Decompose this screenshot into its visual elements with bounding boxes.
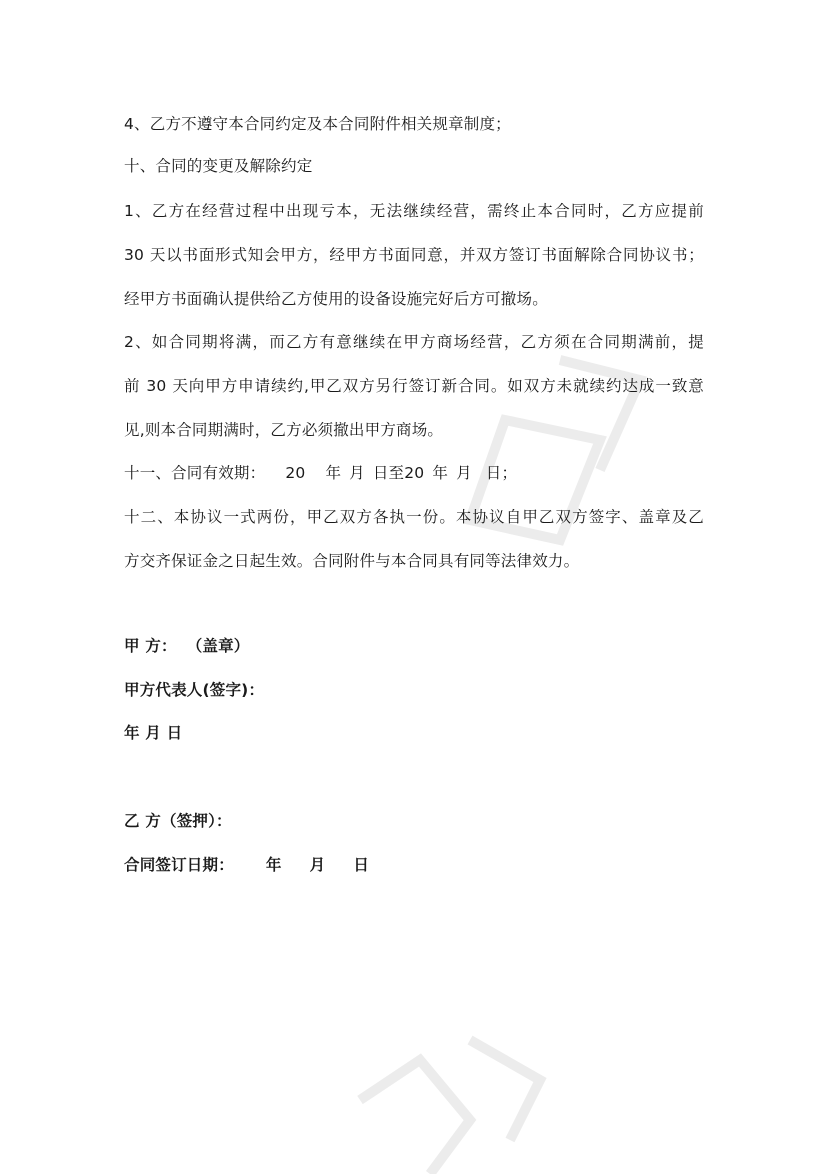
- section-12-line-1: 十二、本协议一式两份，甲乙双方各执一份。本协议自甲乙双方签字、盖章及乙: [124, 508, 704, 526]
- sign-day: 日: [353, 856, 370, 874]
- contract-sign-date: [124, 855, 369, 875]
- validity-month2-char: 月: [456, 464, 472, 482]
- clause-item-4: 4、乙方不遵守本合同约定及本合同附件相关规章制度；: [124, 115, 511, 133]
- party-a-line: [124, 636, 250, 656]
- validity-year-char: 年: [325, 464, 342, 482]
- validity-month-char: 月: [349, 464, 365, 482]
- section-10-para-2-line-1: 2、如合同期将满，而乙方有意继续在甲方商场经营，乙方须在合同期满前，提: [124, 333, 704, 351]
- section-10-para-2-line-2: 前 30 天向甲方申请续约,甲乙双方另行签订新合同。如双方未就续约达成一致意: [124, 377, 704, 395]
- party-a-seal: （盖章）: [186, 637, 250, 655]
- section-10-para-2-line-3: 见,则本合同期满时，乙方必须撤出甲方商场。: [124, 421, 444, 439]
- party-a-date: 年 月 日: [124, 724, 183, 742]
- section-10-para-1-line-3: 经甲方书面确认提供给乙方使用的设备设施完好后方可撤场。: [124, 290, 548, 308]
- sign-month: 月: [309, 856, 326, 874]
- section-10-para-1-line-1: 1、乙方在经营过程中出现亏本，无法继续经营，需终止本合同时，乙方应提前: [124, 202, 704, 220]
- sign-date-label: 合同签订日期：: [124, 856, 234, 874]
- section-10-para-1-line-2: 30 天以书面形式知会甲方，经甲方书面同意，并双方签订书面解除合同协议书；: [124, 246, 704, 264]
- party-a-label: 甲 方：: [124, 637, 177, 655]
- section-12-line-2: 方交齐保证金之日起生效。合同附件与本合同具有同等法律效力。: [124, 552, 580, 570]
- validity-day-to: 日至20: [372, 464, 425, 482]
- party-b-line: 乙 方（签押）：: [124, 812, 232, 830]
- party-a-representative: 甲方代表人(签字)：: [124, 681, 265, 699]
- validity-day-end: 日；: [485, 464, 518, 482]
- validity-year2-char: 年: [432, 464, 449, 482]
- section-11-validity: [124, 463, 517, 483]
- validity-year-prefix: 20: [285, 464, 306, 482]
- sign-year: 年: [265, 856, 282, 874]
- section-10-title: 十、合同的变更及解除约定: [124, 157, 313, 175]
- section-11-label: 十一、合同有效期：: [124, 464, 266, 482]
